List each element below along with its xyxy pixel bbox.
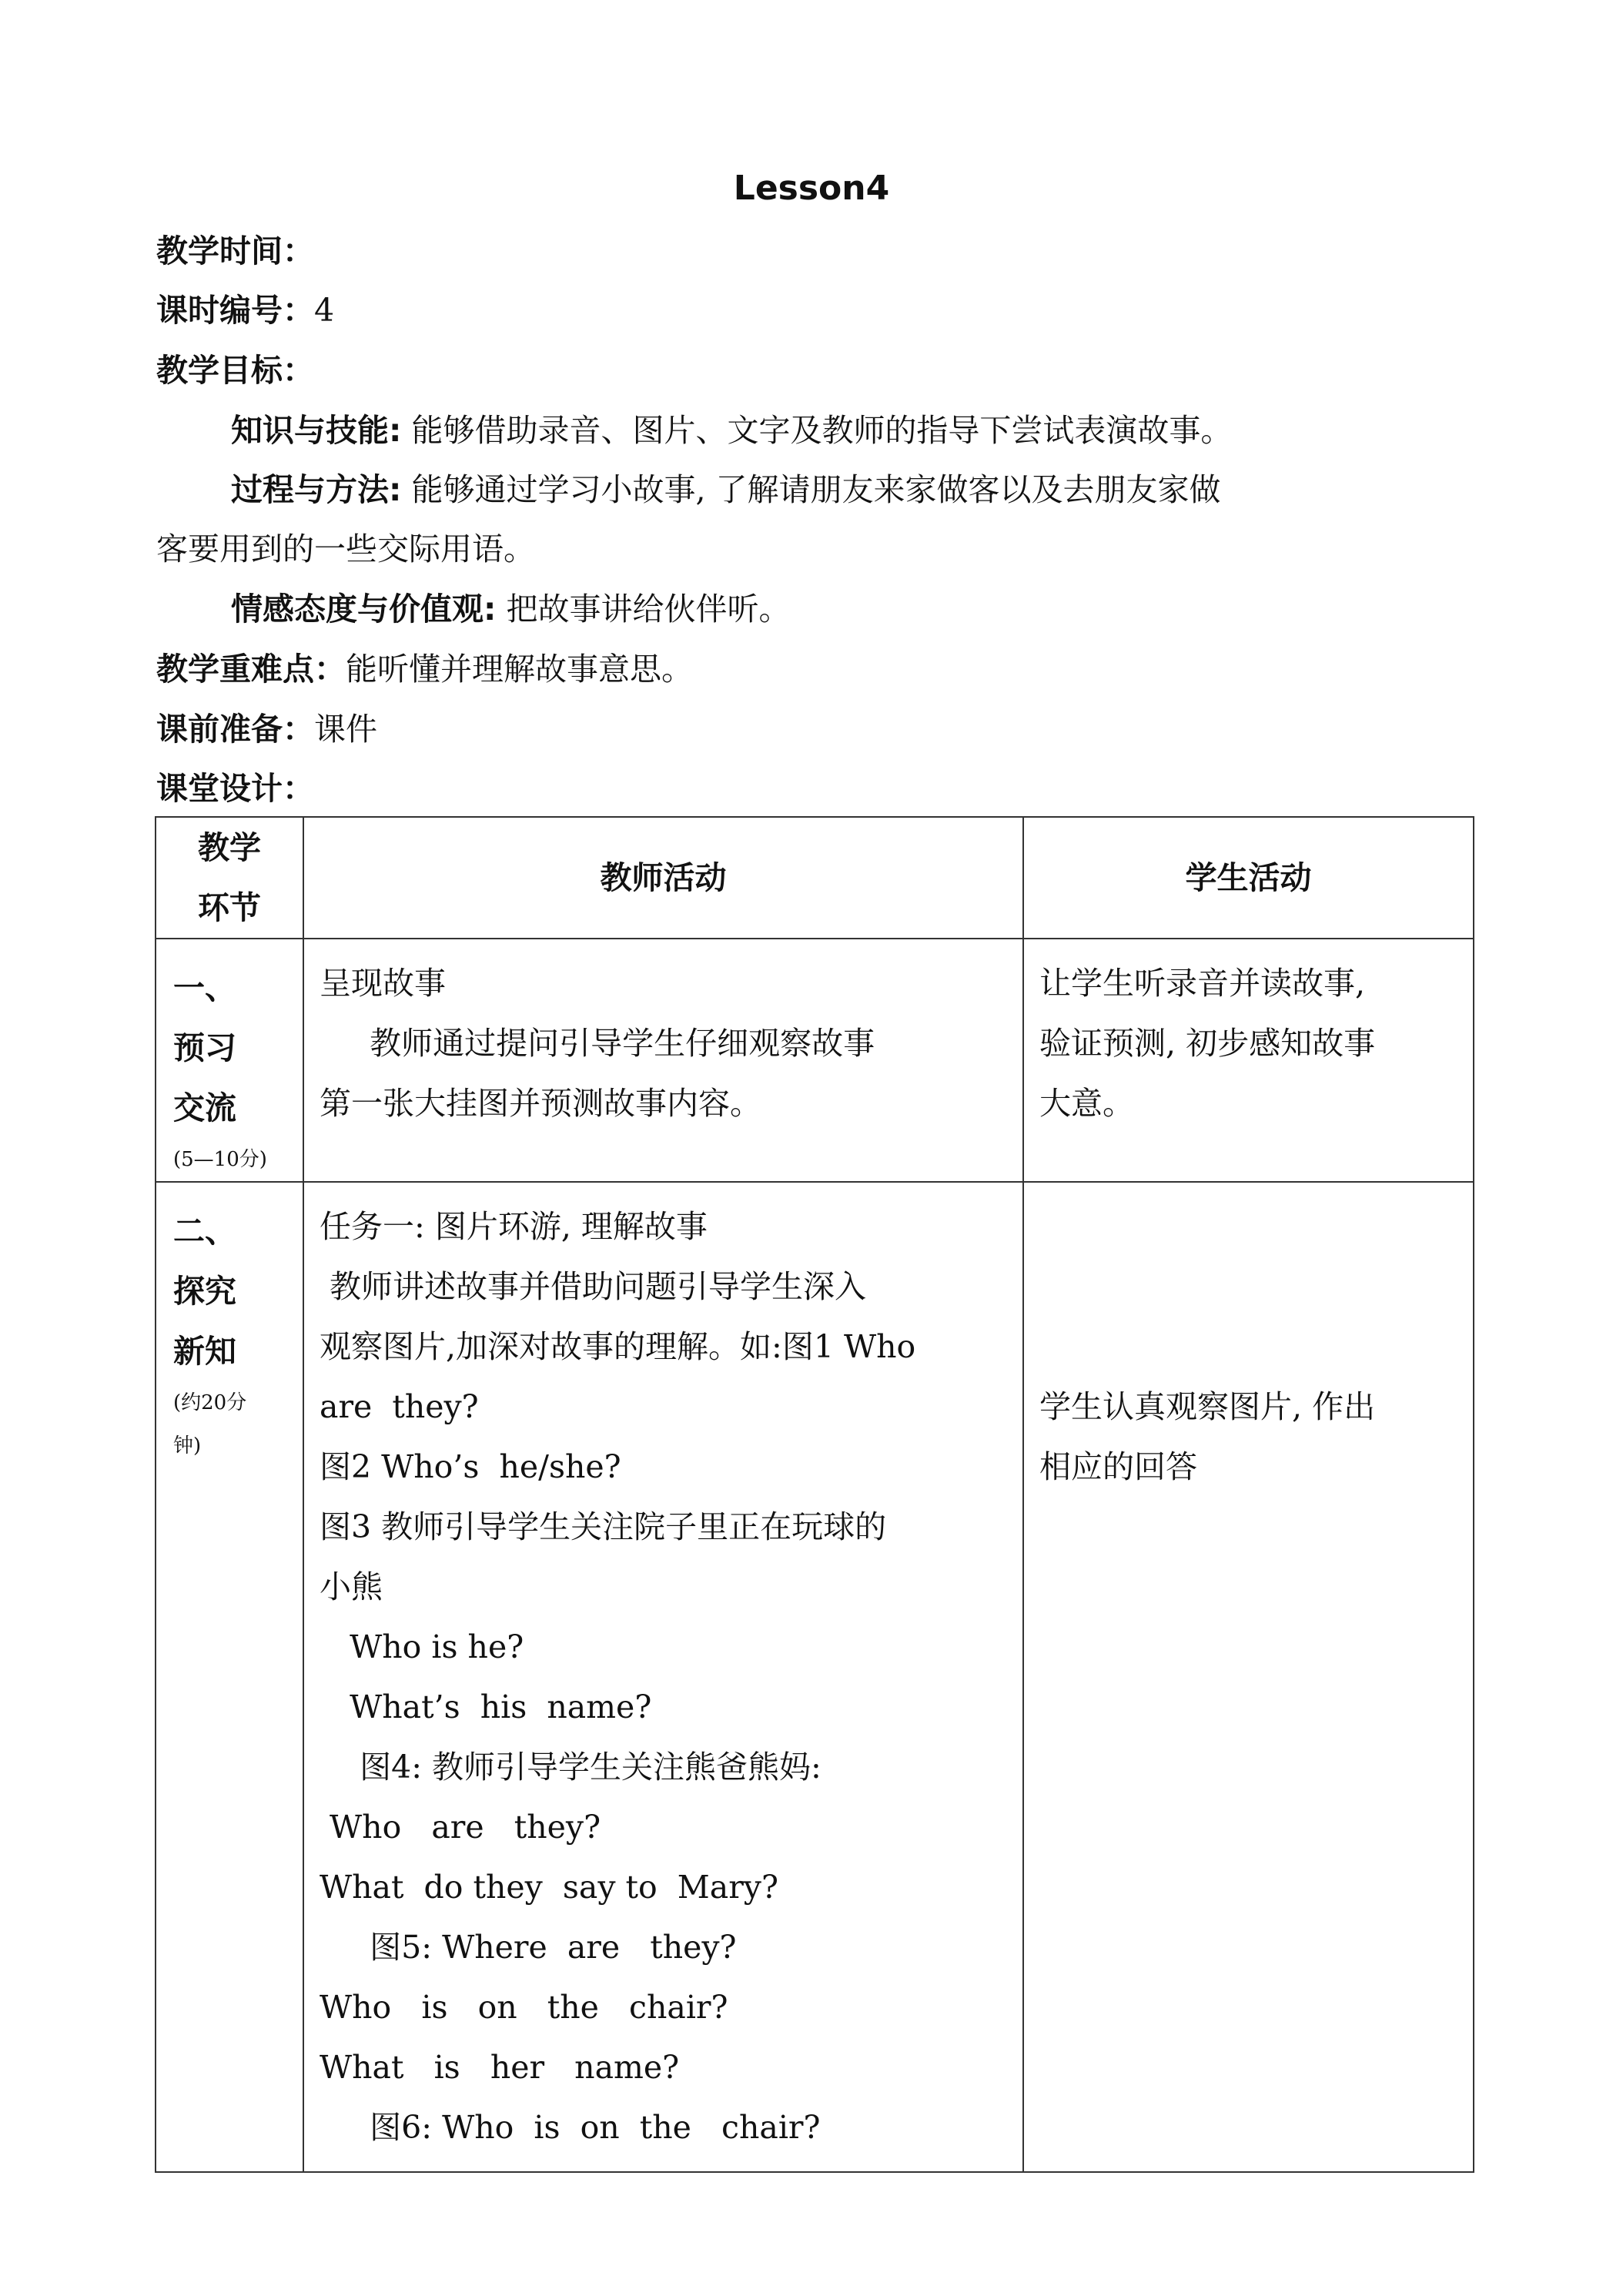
- lesson-design-table: [155, 816, 1474, 2173]
- teaching-time-line: [156, 229, 1481, 273]
- key-difficulty-label: 教学重难点：: [156, 651, 346, 688]
- process-methods-text: 能够通过学习小故事, 了解请朋友来家做客以及去朋友家做: [401, 471, 1221, 508]
- stage-cell-explore: 二、 探究 新知 (约20分 钟): [156, 1182, 303, 2172]
- lesson-number-line: [156, 288, 1481, 333]
- stage-time: (约20分: [173, 1391, 247, 1414]
- process-methods-label: 过程与方法:: [231, 471, 402, 508]
- table-row: [156, 939, 1474, 1182]
- class-design-label: 课堂设计：: [156, 770, 314, 807]
- student-activity-cell: 学生认真观察图片, 作出 相应的回答: [1023, 1182, 1474, 2172]
- teacher-activity-cell: 任务一: 图片环游, 理解故事 教师讲述故事并借助问题引导学生深入 观察图片,加深对故事的理解。如:图1 Who are they? 图2 Who’s he/she? 图3 教师引导学生关注院子里正在玩球的 小熊 Who is he? What’s his name? 图4: 教师引导学生关注熊爸熊妈: Who are they? What do they say to Mary? 图5: Where are they? Who is on the chair? What is her name? 图6: Who is on the chair?: [303, 1182, 1023, 2172]
- stage-time: (5—10分): [173, 1148, 267, 1171]
- lesson-number-value: 4: [314, 292, 335, 329]
- process-methods-continuation: 客要用到的一些交际用语。: [156, 530, 535, 567]
- stage-cell-preview: 一、 预习 交流 (5—10分): [156, 939, 303, 1182]
- knowledge-skills-label: 知识与技能:: [231, 412, 402, 449]
- key-difficulty-line: [156, 647, 1481, 691]
- class-design-line: [156, 766, 1481, 811]
- emotion-values-text: 把故事讲给伙伴听。: [496, 591, 791, 628]
- key-difficulty-text: 能听懂并理解故事意思。: [346, 651, 693, 688]
- preparation-label: 课前准备：: [156, 711, 314, 748]
- teacher-activity-cell: 呈现故事 教师通过提问引导学生仔细观察故事 第一张大挂图并预测故事内容。: [303, 939, 1023, 1182]
- student-activity-cell: 让学生听录音并读故事, 验证预测, 初步感知故事 大意。: [1023, 939, 1474, 1182]
- teaching-goals-line: [156, 348, 1481, 393]
- table-header-row: [156, 817, 1474, 939]
- document-title: Lesson4: [733, 169, 890, 208]
- teaching-goals-label: 教学目标：: [156, 352, 314, 389]
- header-teacher-activity: 教师活动: [303, 817, 1023, 939]
- emotion-values-line: [231, 587, 1555, 631]
- emotion-values-label: 情感态度与价值观:: [231, 591, 497, 628]
- process-methods-line: [231, 467, 1555, 512]
- table-row: [156, 1182, 1474, 2172]
- preparation-text: 课件: [314, 711, 377, 748]
- knowledge-skills-line: [231, 408, 1555, 453]
- teaching-time-label: 教学时间：: [156, 233, 314, 269]
- header-stage: 教学 环节: [156, 817, 303, 939]
- preparation-line: [156, 707, 1481, 751]
- header-student-activity: 学生活动: [1023, 817, 1474, 939]
- lesson-number-label: 课时编号：: [156, 292, 314, 329]
- knowledge-skills-text: 能够借助录音、图片、文字及教师的指导下尝试表演故事。: [401, 412, 1233, 449]
